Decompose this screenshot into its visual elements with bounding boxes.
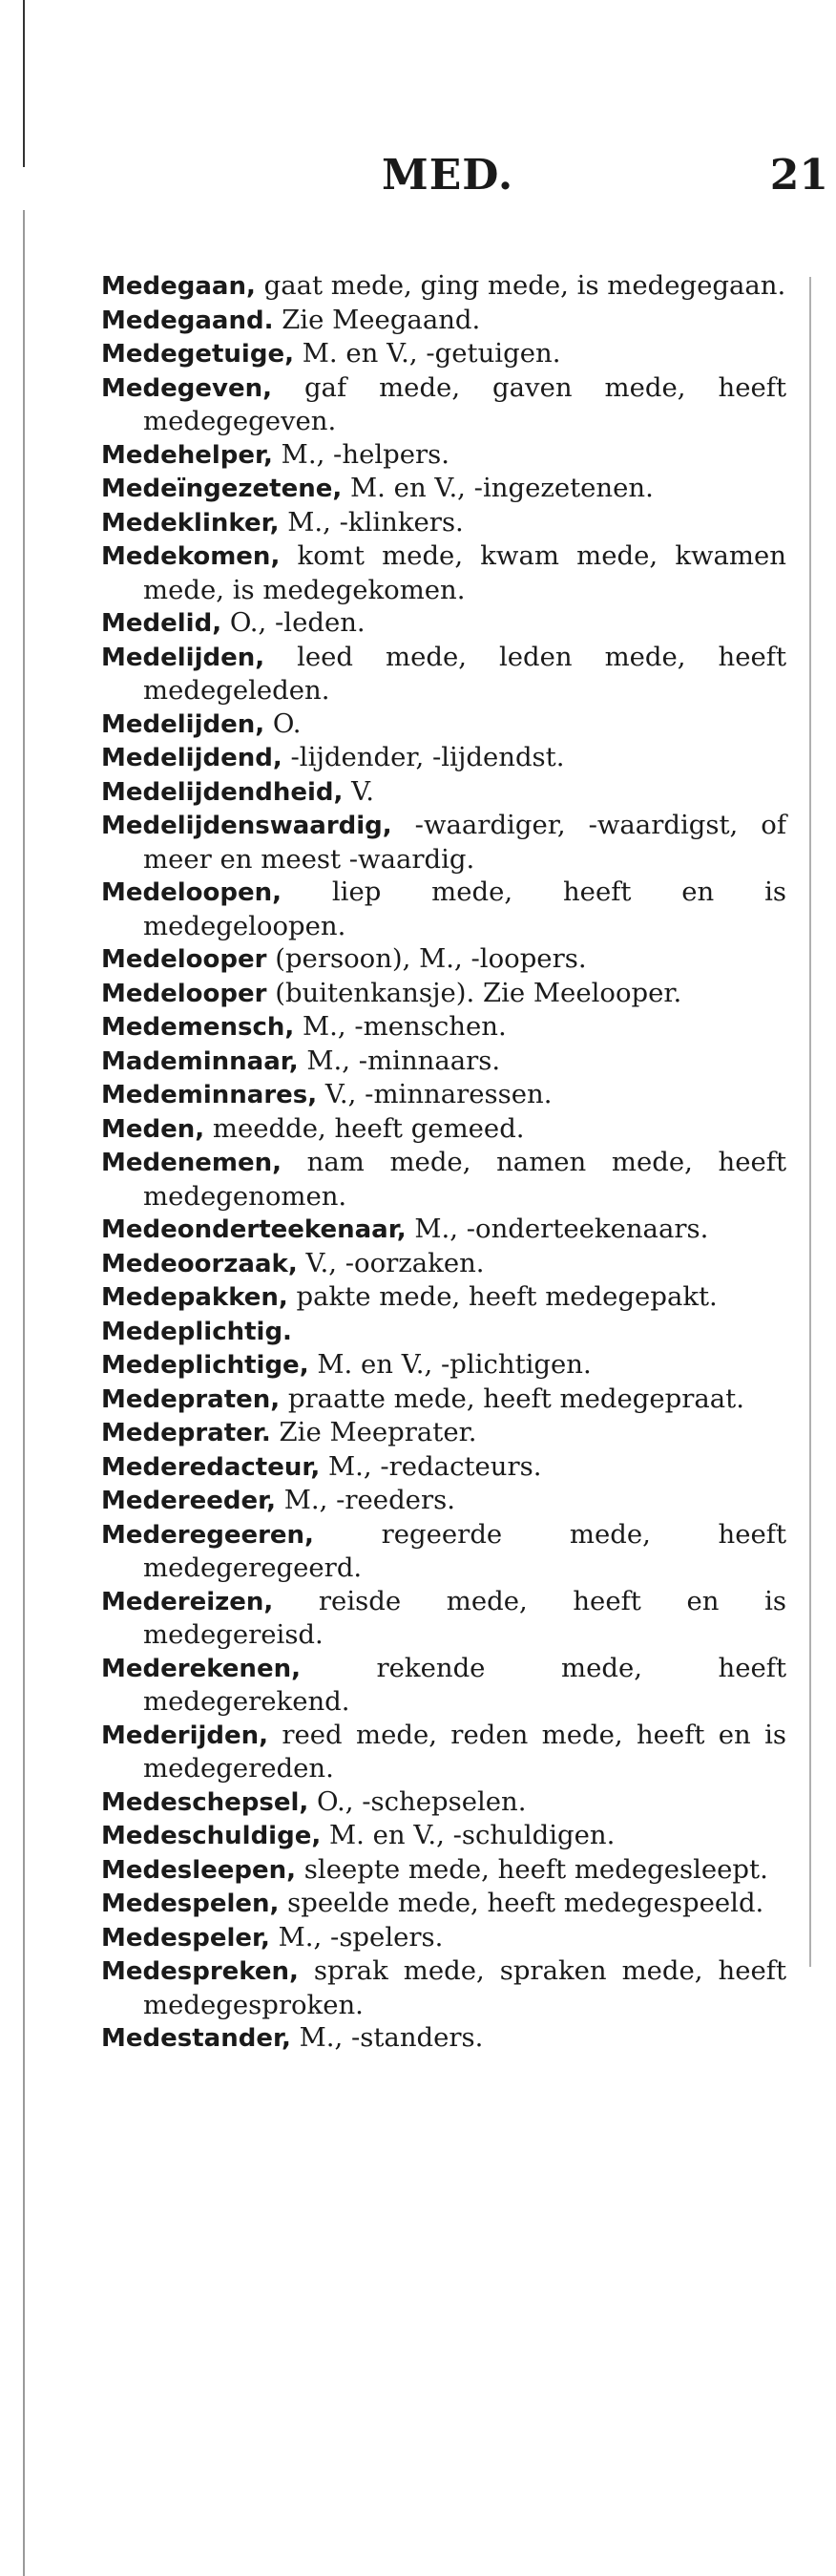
- dictionary-entry: [101, 977, 786, 1011]
- entry-definition: -lijdender, -lijdendst.: [282, 742, 565, 772]
- entry-definition: M., -standers.: [290, 2022, 484, 2053]
- entry-definition: M. en V., -ingezetenen.: [342, 473, 654, 503]
- entry-headword: Medehelper,: [101, 440, 273, 470]
- entry-definition: sprak mede, spraken mede, heeft medegesproken.: [143, 1955, 786, 2020]
- entry-definition: komt mede, kwam mede, kwamen mede, is medegekomen.: [143, 540, 786, 605]
- entry-headword: Medespeler,: [101, 1923, 270, 1953]
- dictionary-entry: [101, 1450, 786, 1485]
- dictionary-entry: [101, 1146, 786, 1213]
- dictionary-entry: [101, 1010, 786, 1045]
- entry-definition: M. en V., -plichtigen.: [308, 1349, 592, 1380]
- dictionary-entry: [101, 269, 786, 304]
- dictionary-entry: [101, 539, 786, 606]
- entry-headword: Medeminnares,: [101, 1081, 318, 1109]
- entry-definition: M., -redacteurs.: [320, 1450, 542, 1482]
- entry-definition: speelde mede, heeft medegespeeld.: [279, 1888, 764, 1918]
- entry-headword: Medegetuige,: [101, 340, 294, 369]
- entry-headword: Mademinnaar,: [101, 1046, 299, 1076]
- entry-definition: M., -helpers.: [272, 438, 450, 470]
- dictionary-entry: [101, 1112, 786, 1147]
- entry-headword: Medelooper: [101, 979, 267, 1008]
- entry-definition: gaat mede, ging mede, is medegegaan.: [255, 270, 786, 301]
- entry-headword: Mederedacteur,: [101, 1452, 321, 1482]
- entry-headword: Mederegeeren,: [101, 1520, 314, 1550]
- entry-definition: M., -minnaars.: [298, 1045, 501, 1076]
- entry-definition: M., -reeders.: [275, 1485, 455, 1515]
- entry-headword: Medespreken,: [101, 1957, 299, 1986]
- entry-headword: Medeprater.: [101, 1419, 271, 1447]
- entry-definition: M., -klinkers.: [279, 506, 464, 538]
- dictionary-entry: [101, 472, 786, 506]
- entry-headword: Meden,: [101, 1114, 205, 1144]
- entry-headword: Medeoorzaak,: [101, 1249, 298, 1278]
- entry-headword: Medeplichtig.: [101, 1317, 292, 1346]
- dictionary-entry: [101, 371, 786, 438]
- entry-headword: Medeschuldige,: [101, 1822, 322, 1850]
- dictionary-entries: [101, 269, 786, 2056]
- dictionary-entry: [101, 707, 786, 742]
- entry-headword: Medelijdend,: [101, 744, 282, 772]
- entry-definition: M. en V., -schuldigen.: [321, 1820, 616, 1850]
- dictionary-entry: [101, 942, 786, 977]
- dictionary-entry: [101, 1887, 786, 1921]
- entry-definition: meedde, heeft gemeed.: [204, 1112, 525, 1144]
- entry-definition: V.: [343, 775, 374, 807]
- entry-definition: V., -minnaressen.: [317, 1079, 553, 1109]
- entry-definition: M., -menschen.: [294, 1011, 507, 1042]
- entry-headword: Medeloopen,: [101, 878, 282, 907]
- dictionary-entry: [101, 809, 786, 876]
- left-margin-rule: [23, 0, 25, 167]
- entry-definition: liep mede, heeft en is medegeloopen.: [143, 876, 786, 941]
- dictionary-entry: [101, 1045, 786, 1079]
- dictionary-entry: [101, 2021, 786, 2056]
- entry-headword: Medelijden,: [101, 709, 265, 739]
- dictionary-entry: [101, 1954, 786, 2021]
- entry-headword: Medeklinker,: [101, 508, 280, 538]
- entry-definition: reed mede, reden mede, heeft en is medegereden.: [143, 1719, 786, 1784]
- entry-definition: O., -leden.: [221, 607, 366, 638]
- entry-headword: Medeonderteekenaar,: [101, 1215, 407, 1244]
- dictionary-entry: [101, 1213, 786, 1247]
- dictionary-entry: [101, 1484, 786, 1518]
- dictionary-entry: [101, 1853, 786, 1888]
- left-margin-rule-lower: [23, 210, 25, 2576]
- entry-headword: Medelijden,: [101, 643, 265, 672]
- entry-definition: M. en V., -getuigen.: [293, 338, 561, 369]
- entry-definition: O., -schepselen.: [308, 1785, 527, 1817]
- entry-definition: leed mede, leden mede, heeft medegeleden.: [143, 641, 786, 706]
- entry-headword: Medelid,: [101, 609, 222, 638]
- entry-headword: Medelijdendheid,: [101, 777, 344, 807]
- dictionary-entry: [101, 775, 786, 810]
- dictionary-entry: [101, 1785, 786, 1820]
- entry-definition: regeerde mede, heeft medegeregeerd.: [143, 1518, 786, 1583]
- dictionary-entry: [101, 1383, 786, 1417]
- entry-definition: pakte mede, heeft medegepakt.: [287, 1281, 718, 1312]
- entry-headword: Medeschepsel,: [101, 1787, 309, 1817]
- entry-definition: reisde mede, heeft en is medegereisd.: [143, 1585, 786, 1650]
- dictionary-entry: [101, 1416, 786, 1450]
- entry-definition: rekende mede, heeft medegerekend.: [143, 1652, 786, 1717]
- entry-headword: Medestander,: [101, 2024, 291, 2053]
- dictionary-entry: [101, 1348, 786, 1383]
- entry-definition: gaf mede, gaven mede, heeft medegegeven.: [143, 371, 786, 436]
- dictionary-entry: [101, 438, 786, 473]
- entry-headword: Medegeven,: [101, 373, 272, 403]
- entry-headword: Medenemen,: [101, 1149, 282, 1177]
- entry-headword: Medegaand.: [101, 306, 274, 335]
- entry-headword: Medelijdenswaardig,: [101, 812, 392, 840]
- right-column-rule: [809, 277, 811, 1967]
- entry-definition: nam mede, namen mede, heeft medegenomen.: [143, 1147, 786, 1212]
- entry-headword: Medekomen,: [101, 542, 281, 571]
- entry-headword: Medegaan,: [101, 272, 256, 301]
- entry-definition: Zie Meeprater.: [270, 1417, 477, 1447]
- dictionary-entry: [101, 1719, 786, 1785]
- running-head: MED.: [382, 151, 514, 200]
- dictionary-entry: [101, 876, 786, 942]
- entry-headword: Medeplichtige,: [101, 1351, 309, 1380]
- entry-definition: sleepte mede, heeft medegesleept.: [296, 1853, 768, 1885]
- entry-definition: M., -spelers.: [269, 1921, 444, 1953]
- entry-headword: Medesleepen,: [101, 1855, 297, 1885]
- entry-headword: Medepakken,: [101, 1283, 288, 1312]
- entry-headword: Mederijden,: [101, 1721, 269, 1750]
- entry-headword: Medepraten,: [101, 1384, 281, 1414]
- entry-headword: Medeïngezetene,: [101, 475, 343, 503]
- page-number: 21: [769, 151, 828, 200]
- entry-definition: Zie Meegaand.: [273, 304, 481, 335]
- page-header: [0, 151, 836, 208]
- entry-headword: Medereizen,: [101, 1587, 274, 1616]
- entry-definition: (persoon), M., -loopers.: [266, 943, 587, 974]
- entry-definition: V., -oorzaken.: [297, 1247, 485, 1278]
- dictionary-entry: [101, 337, 786, 371]
- entry-headword: Medemensch,: [101, 1013, 295, 1042]
- entry-definition: O.: [264, 707, 302, 739]
- dictionary-entry: [101, 641, 786, 707]
- dictionary-entry: [101, 1652, 786, 1719]
- entry-definition: -waardiger, -waardigst, of meer en meest -waardig.: [143, 810, 786, 875]
- dictionary-entry: [101, 1078, 786, 1112]
- entry-definition: M., -onderteekenaars.: [406, 1214, 709, 1244]
- dictionary-entry: [101, 1315, 786, 1349]
- dictionary-entry: [101, 1280, 786, 1315]
- entry-headword: Medespelen,: [101, 1890, 280, 1918]
- entry-definition: (buitenkansje). Zie Meelooper.: [266, 977, 682, 1008]
- entry-headword: Mederekenen,: [101, 1654, 301, 1683]
- dictionary-entry: [101, 1921, 786, 1955]
- dictionary-entry: [101, 304, 786, 338]
- dictionary-entry: [101, 1247, 786, 1281]
- dictionary-entry: [101, 1518, 786, 1585]
- dictionary-entry: [101, 606, 786, 641]
- dictionary-entry: [101, 1585, 786, 1652]
- entry-headword: Medelooper: [101, 945, 267, 974]
- dictionary-entry: [101, 1819, 786, 1853]
- entry-headword: Medereeder,: [101, 1487, 276, 1515]
- dictionary-entry: [101, 741, 786, 775]
- dictionary-entry: [101, 506, 786, 540]
- entry-definition: praatte mede, heeft medegepraat.: [280, 1383, 744, 1414]
